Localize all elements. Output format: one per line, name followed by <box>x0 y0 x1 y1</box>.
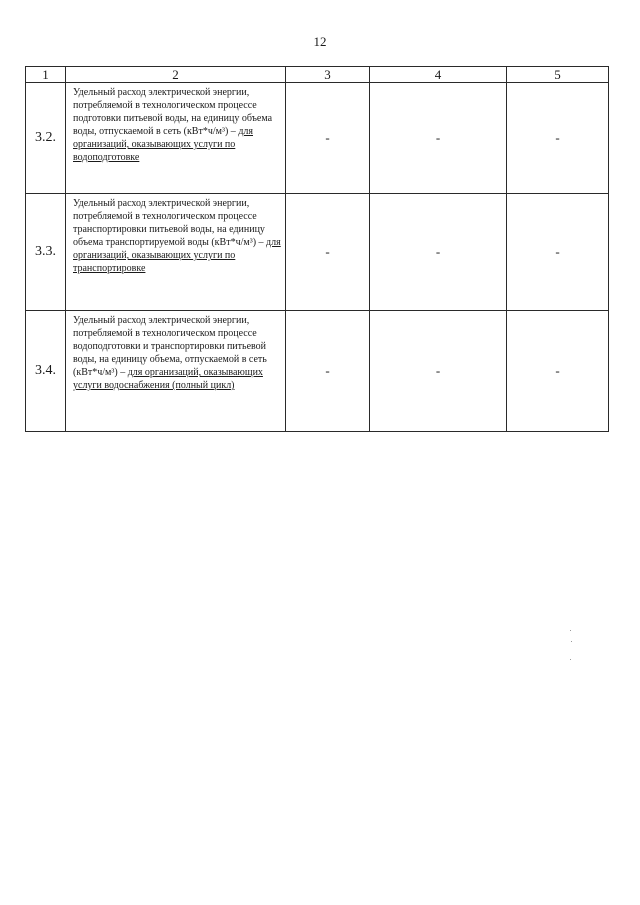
scan-speck <box>570 659 571 660</box>
value-cell-3: - <box>286 83 370 194</box>
row-number: 3.4. <box>26 311 66 432</box>
table-row <box>26 83 609 194</box>
scan-speck <box>570 630 571 631</box>
scan-speck <box>571 641 572 642</box>
row-description <box>66 83 286 194</box>
column-header-1: 1 <box>26 67 66 83</box>
column-header-4: 4 <box>370 67 507 83</box>
table-header-row <box>26 67 609 83</box>
description-scope: для организаций, оказывающих услуги по транспортировке <box>73 237 281 274</box>
value-cell-4: - <box>370 194 507 311</box>
row-number: 3.3. <box>26 194 66 311</box>
value-cell-5: - <box>507 194 609 311</box>
page-number: 12 <box>313 34 327 49</box>
value-cell-5: - <box>507 311 609 432</box>
value-cell-4: - <box>370 311 507 432</box>
column-header-2: 2 <box>66 67 286 83</box>
value-cell-5: - <box>507 83 609 194</box>
column-header-3: 3 <box>286 67 370 83</box>
description-scope: для организаций, оказывающих услуги по водоподготовке <box>73 126 253 163</box>
row-description <box>66 194 286 311</box>
description-text: Удельный расход электрической энергии, потребляемой в технологическом процессе водоподготовки и транспортировки питьевой воды, на единицу объема, отпускаемой в сеть (кВт*ч/м³) – <box>73 315 267 378</box>
value-cell-4: - <box>370 83 507 194</box>
row-description <box>66 311 286 432</box>
column-header-5: 5 <box>507 67 609 83</box>
value-cell-3: - <box>286 194 370 311</box>
description-text: Удельный расход электрической энергии, потребляемой в технологическом процессе подготовки питьевой воды, на единицу объема воды, отпускаемой в сеть (кВт*ч/м³) – <box>73 87 273 137</box>
row-number: 3.2. <box>26 83 66 194</box>
value-cell-3: - <box>286 311 370 432</box>
indicators-table <box>25 66 609 432</box>
table-row <box>26 311 609 432</box>
description-scope: для организаций, оказывающих услуги водоснабжения (полный цикл) <box>73 367 263 391</box>
table-row <box>26 194 609 311</box>
description-text: Удельный расход электрической энергии, потребляемой в технологическом процессе транспортировки питьевой воды, на единицу объема транспортируемой воды (кВт*ч/м³) – <box>73 198 267 248</box>
